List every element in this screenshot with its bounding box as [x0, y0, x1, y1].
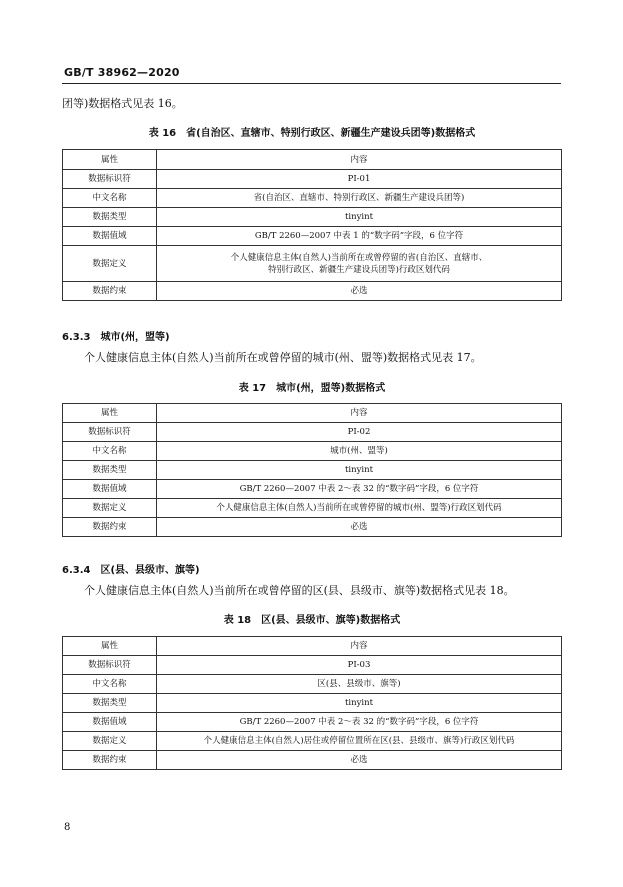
header-cell-attribute: 属性 — [63, 150, 157, 170]
table-row — [63, 189, 562, 208]
table18 — [62, 636, 562, 770]
row-value-cell: GB/T 2260—2007 中表 2～表 32 的“数字码”字段，6 位字符 — [157, 480, 562, 499]
table-row — [63, 499, 562, 518]
section-6-3-4-text: 个人健康信息主体(自然人)当前所在或曾停留的区(县、县级市、旗等)数据格式见表 18。 — [84, 584, 515, 597]
document-code-header: GB/T 38962—2020 — [64, 66, 180, 79]
table-row — [63, 694, 562, 713]
table16-caption: 表 16 省(自治区、直辖市、特别行政区、新疆生产建设兵团等)数据格式 — [148, 128, 476, 139]
table-row — [63, 518, 562, 537]
row-value-cell: PI-01 — [157, 170, 562, 189]
row-attr-cell: 中文名称 — [63, 675, 157, 694]
row-attr-cell: 数据定义 — [63, 732, 157, 751]
table-row — [63, 208, 562, 227]
table-row — [63, 423, 562, 442]
row-attr-cell: 数据约束 — [63, 518, 157, 537]
header-cell-content: 内容 — [157, 637, 562, 656]
table-row — [63, 675, 562, 694]
header-cell-attribute: 属性 — [63, 637, 157, 656]
row-attr-cell: 数据类型 — [63, 461, 157, 480]
row-value-cell: 必选 — [157, 518, 562, 537]
row-value-cell: tinyint — [157, 461, 562, 480]
row-attr-cell: 数据约束 — [63, 751, 157, 770]
table-row — [63, 227, 562, 246]
table18-caption: 表 18 区(县、县级市、旗等)数据格式 — [223, 615, 401, 626]
header-cell-attribute: 属性 — [63, 404, 157, 423]
row-attr-cell: 数据值域 — [63, 227, 157, 246]
table-row — [63, 246, 562, 282]
table-row — [63, 461, 562, 480]
table-row — [63, 282, 562, 301]
row-value-cell: 区(县、县级市、旗等) — [157, 675, 562, 694]
row-value-cell: PI-03 — [157, 656, 562, 675]
header-cell-content: 内容 — [157, 404, 562, 423]
row-attr-cell: 中文名称 — [63, 442, 157, 461]
row-value-cell: 必选 — [157, 282, 562, 301]
row-value-cell: GB/T 2260—2007 中表 1 的“数字码”字段，6 位字符 — [157, 227, 562, 246]
page-number: 8 — [64, 822, 71, 833]
row-attr-cell: 数据值域 — [63, 713, 157, 732]
row-value-cell: 个人健康信息主体(自然人)当前所在或曾停留的城市(州、盟等)行政区划代码 — [157, 499, 562, 518]
value-line: 特别行政区、新疆生产建设兵团等)行政区划代码 — [268, 264, 450, 275]
row-attr-cell: 数据值域 — [63, 480, 157, 499]
row-attr-cell: 数据定义 — [63, 499, 157, 518]
table-header-row — [63, 404, 562, 423]
row-value-cell: 个人健康信息主体(自然人)居住或停留位置所在区(县、县级市、旗等)行政区划代码 — [157, 732, 562, 751]
row-attr-cell: 数据约束 — [63, 282, 157, 301]
row-attr-cell: 数据标识符 — [63, 656, 157, 675]
row-value-cell: PI-02 — [157, 423, 562, 442]
section-6-3-4-heading: 6.3.4 区(县、县级市、旗等) — [62, 565, 200, 576]
value-line: 个人健康信息主体(自然人)当前所在或曾停留的省(自治区、直辖市、 — [230, 252, 488, 263]
row-attr-cell: 数据类型 — [63, 208, 157, 227]
row-attr-cell: 数据定义 — [63, 246, 157, 282]
table-row — [63, 480, 562, 499]
table-row — [63, 751, 562, 770]
table-row — [63, 656, 562, 675]
table-header-row — [63, 150, 562, 170]
row-attr-cell: 数据类型 — [63, 694, 157, 713]
row-value-cell: tinyint — [157, 694, 562, 713]
section-6-3-3-heading: 6.3.3 城市(州，盟等) — [62, 332, 170, 343]
row-value-cell: GB/T 2260—2007 中表 2～表 32 的“数字码”字段，6 位字符 — [157, 713, 562, 732]
table-row — [63, 732, 562, 751]
row-attr-cell: 数据标识符 — [63, 170, 157, 189]
table17 — [62, 403, 562, 537]
table17-caption: 表 17 城市(州，盟等)数据格式 — [238, 383, 386, 394]
table-header-row — [63, 637, 562, 656]
row-value-cell: tinyint — [157, 208, 562, 227]
header-cell-content: 内容 — [157, 150, 562, 170]
table16 — [62, 149, 562, 301]
table-row — [63, 713, 562, 732]
intro-paragraph-continuation: 团等)数据格式见表 16。 — [62, 97, 183, 110]
table-row — [63, 442, 562, 461]
section-6-3-3-text: 个人健康信息主体(自然人)当前所在或曾停留的城市(州、盟等)数据格式见表 17。 — [84, 351, 482, 364]
row-attr-cell: 中文名称 — [63, 189, 157, 208]
header-rule — [62, 83, 561, 84]
row-attr-cell: 数据标识符 — [63, 423, 157, 442]
row-value-cell: 城市(州、盟等) — [157, 442, 562, 461]
row-value-cell: 必选 — [157, 751, 562, 770]
row-value-cell — [157, 246, 562, 282]
row-value-cell: 省(自治区、直辖市、特别行政区、新疆生产建设兵团等) — [157, 189, 562, 208]
table-row — [63, 170, 562, 189]
